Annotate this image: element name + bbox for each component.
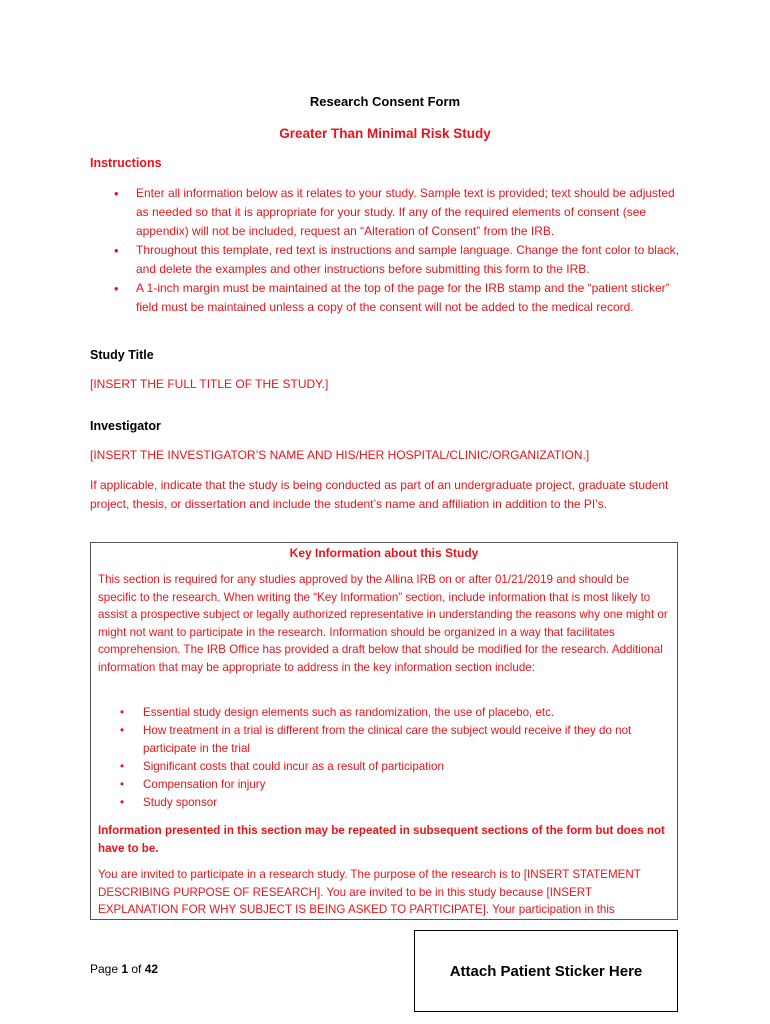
key-information-item: • Compensation for injury — [98, 776, 670, 794]
patient-sticker-label: Attach Patient Sticker Here — [449, 962, 643, 980]
study-title-placeholder: [INSERT THE FULL TITLE OF THE STUDY.] — [90, 377, 329, 391]
page-number — [90, 962, 158, 976]
key-information-title: Key Information about this Study — [289, 546, 479, 560]
key-information-note: Information presented in this section may be repeated in subsequent sections of the form but does not have to be. — [98, 824, 665, 855]
document-title: Research Consent Form — [309, 94, 461, 109]
instructions-heading: Instructions — [90, 156, 162, 170]
page-total: 42 — [144, 962, 159, 976]
instruction-item: • Throughout this template, red text is instructions and sample language. Change the font color to black, and delete the examples and other instructions before submitting this form to the IRB. — [90, 241, 685, 279]
instruction-item: • A 1-inch margin must be maintained at the top of the page for the IRB stamp and the “patient sticker” field must be maintained unless a copy of the consent will not be added to the medical record. — [90, 279, 685, 317]
key-information-intro: This section is required for any studies approved by the Allina IRB on or after 01/21/2019 and should be specific to the research. When writing the “Key Information” section, include information that is most likely to assist a prospective subject or legally authorized representative in understanding the reasons why one might or might not want to participate in the research. Information should be organized in a way that facilitates comprehension. The IRB Office has provided a draft below that should be modified for the research. Additional information that may be appropriate to address in the key information section include: — [98, 573, 668, 674]
page-prefix: Page — [90, 962, 122, 976]
patient-sticker-box — [414, 930, 678, 1012]
key-information-item: • Significant costs that could incur as a result of participation — [98, 758, 670, 776]
study-title-label: Study Title — [90, 348, 154, 362]
page-of: of — [128, 962, 145, 976]
document-subtitle: Greater Than Minimal Risk Study — [279, 126, 491, 141]
key-information-box — [90, 542, 678, 920]
key-information-item: • Essential study design elements such as randomization, the use of placebo, etc. — [98, 704, 670, 722]
key-information-item: • How treatment in a trial is different from the clinical care the subject would receive if they do not participate in the trial — [98, 722, 670, 758]
instruction-item: • Enter all information below as it relates to your study. Sample text is provided; text should be adjusted as needed so that it is appropriate for your study. If any of the required elements of consent (see appendix) will not be included, request an “Alteration of Consent” from the IRB. — [90, 184, 685, 241]
key-information-list — [98, 704, 670, 812]
key-information-invite: You are invited to participate in a research study. The purpose of the research is to [INSERT STATEMENT DESCRIBING PURPOSE OF RESEARCH]. You are invited to be in this study because [INSERT EXPLANATION FOR WHY SUBJECT IS BEING ASKED TO PARTICIPATE]. Your participation in this — [98, 868, 641, 917]
key-information-item: • Study sponsor — [98, 794, 670, 812]
investigator-placeholder: [INSERT THE INVESTIGATOR’S NAME AND HIS/HER HOSPITAL/CLINIC/ORGANIZATION.] — [90, 448, 590, 462]
page-current: 1 — [121, 962, 129, 976]
investigator-note: If applicable, indicate that the study is being conducted as part of an undergraduate project, graduate student project, thesis, or dissertation and include the student’s name and affiliation in addition to the PI’s. — [90, 478, 669, 511]
investigator-label: Investigator — [90, 419, 161, 433]
instructions-list — [90, 184, 685, 317]
